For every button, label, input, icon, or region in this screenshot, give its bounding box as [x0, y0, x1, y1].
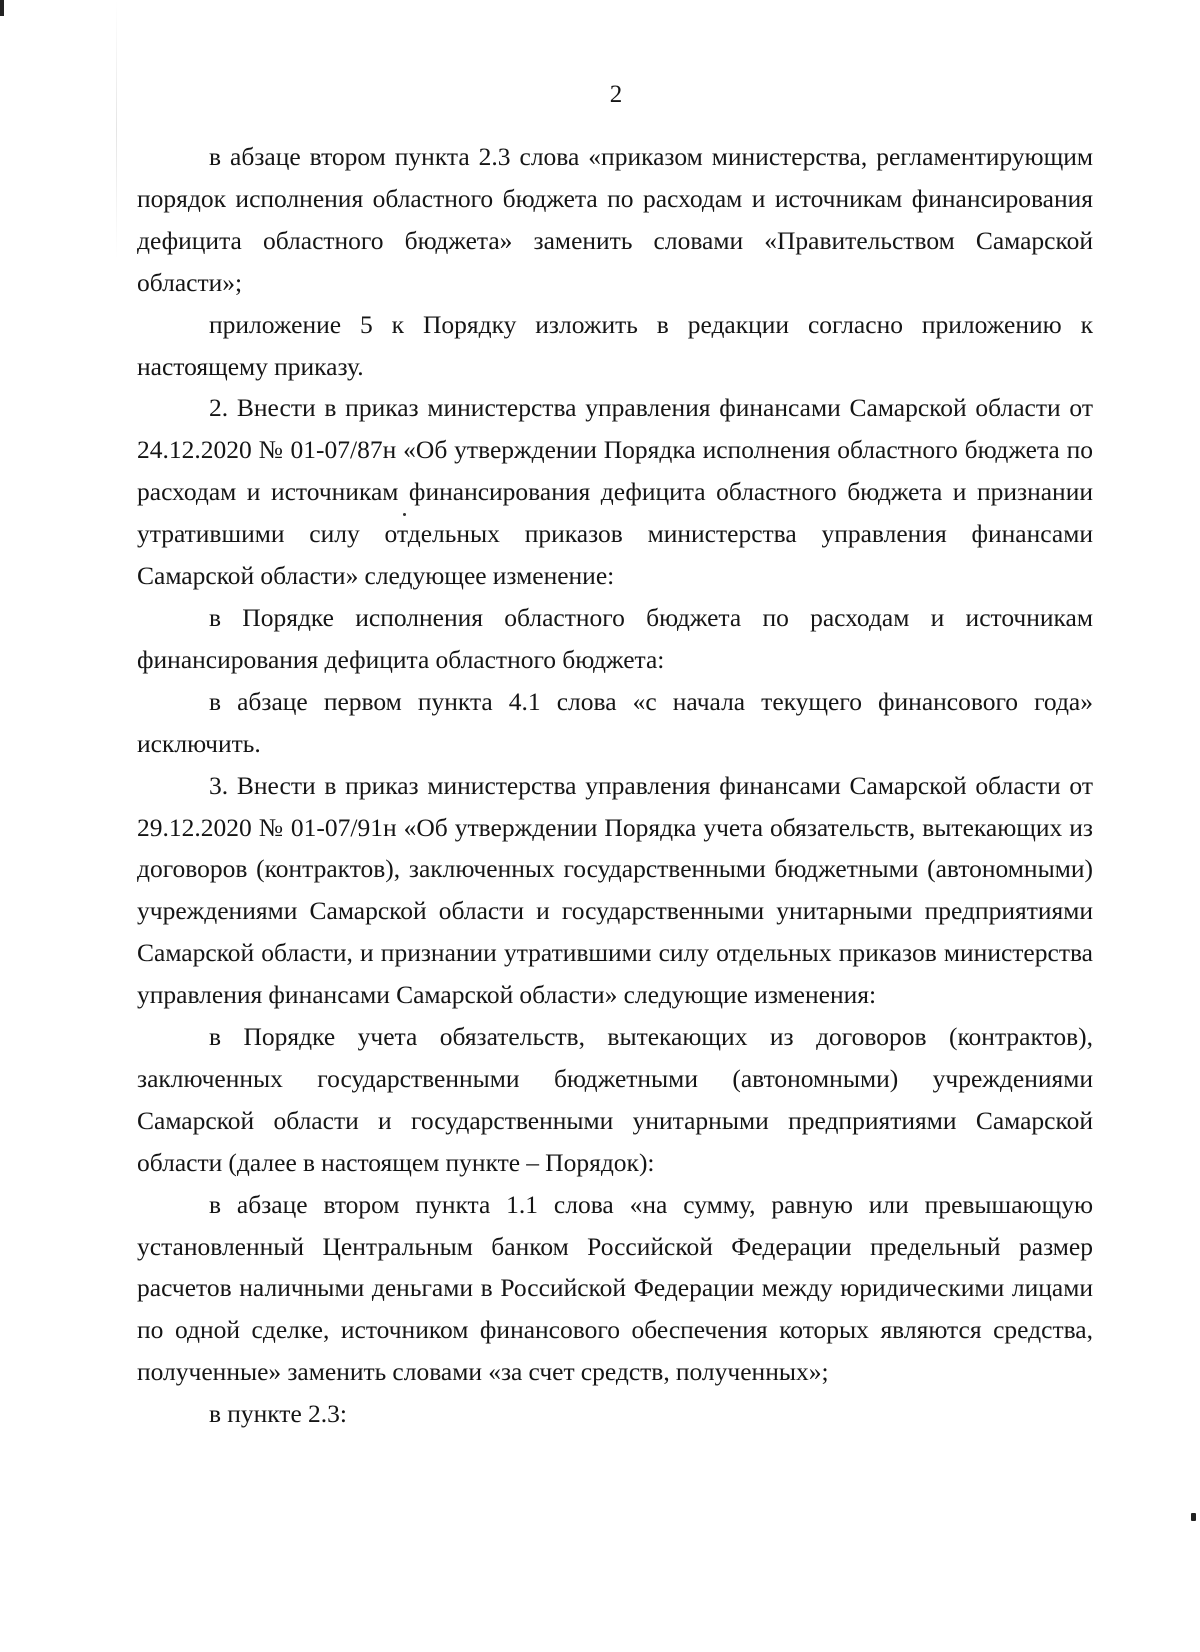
page-number: 2	[609, 81, 623, 108]
paragraph: 2. Внести в приказ министерства управления финансами Самарской области от 24.12.2020 № 01-07/87н «Об утверждении Порядка исполнения областного бюджета по расходам и источникам финансирования дефицита областного бюджета и признании утратившими силу отдельных приказов министерства управления финансами Самарской области» следующее изменение:	[137, 393, 1093, 591]
paragraph: в пункте 2.3:	[209, 1399, 347, 1429]
paragraph: в абзаце первом пункта 4.1 слова «с начала текущего финансового года» исключить.	[137, 686, 1093, 758]
document-body	[137, 136, 1093, 1435]
scan-edge-mark-right	[1191, 1513, 1196, 1521]
scan-edge-mark	[0, 0, 4, 16]
paragraph: в Порядке исполнения областного бюджета по расходам и источникам финансирования дефицита областного бюджета:	[137, 602, 1093, 674]
paragraph: в абзаце втором пункта 1.1 слова «на сумму, равную или превышающую установленный Центральным банком Российской Федерации предельный размер расчетов наличными деньгами в Российской Федерации между юридическими лицами по одной сделке, источником финансового обеспечения которых являются средства, полученные» заменить словами «за счет средств, полученных»;	[137, 1189, 1093, 1387]
paragraph: 3. Внести в приказ министерства управления финансами Самарской области от 29.12.2020 № 01-07/91н «Об утверждении Порядка учета обязательств, вытекающих из договоров (контрактов), заключенных государственными бюджетными (автономными) учреждениями Самарской области и государственными унитарными предприятиями Самарской области, и признании утратившими силу отдельных приказов министерства управления финансами Самарской области» следующие изменения:	[137, 770, 1093, 1010]
paragraph: в Порядке учета обязательств, вытекающих из договоров (контрактов), заключенных государственными бюджетными (автономными) учреждениями Самарской области и государственными унитарными предприятиями Самарской области (далее в настоящем пункте – Порядок):	[137, 1022, 1093, 1177]
paragraph: приложение 5 к Порядку изложить в редакции согласно приложению к настоящему приказу.	[137, 309, 1093, 381]
paragraph: в абзаце втором пункта 2.3 слова «приказом министерства, регламентирующим порядок исполнения областного бюджета по расходам и источникам финансирования дефицита областного бюджета» заменить словами «Правительством Самарской области»;	[137, 142, 1093, 297]
scan-fold-line	[116, 0, 117, 260]
